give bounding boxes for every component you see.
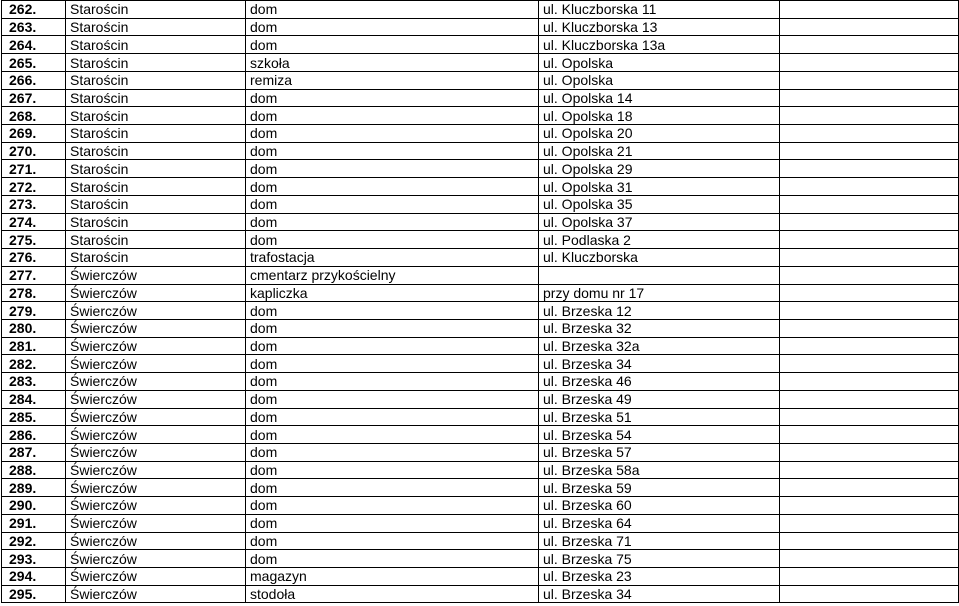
empty-cell xyxy=(780,443,959,461)
empty-cell xyxy=(780,231,959,249)
address-cell: ul. Kluczborska 13a xyxy=(539,36,780,54)
table-row xyxy=(2,18,959,36)
address-cell xyxy=(539,266,780,284)
table-row xyxy=(2,497,959,515)
locality-cell: Świerczów xyxy=(66,426,246,444)
locality-cell: Starościn xyxy=(66,18,246,36)
empty-cell xyxy=(780,337,959,355)
empty-cell xyxy=(780,319,959,337)
object-type-cell: dom xyxy=(246,18,539,36)
table-row xyxy=(2,249,959,267)
object-type-cell: dom xyxy=(246,142,539,160)
row-number: 269. xyxy=(2,125,66,143)
object-type-cell: stodoła xyxy=(246,585,539,603)
address-cell: ul. Brzeska 54 xyxy=(539,426,780,444)
table-row xyxy=(2,373,959,391)
address-cell: ul. Opolska 29 xyxy=(539,160,780,178)
locality-cell: Starościn xyxy=(66,54,246,72)
object-type-cell: dom xyxy=(246,107,539,125)
object-type-cell: magazyn xyxy=(246,568,539,586)
locality-cell: Świerczów xyxy=(66,302,246,320)
empty-cell xyxy=(780,390,959,408)
locality-cell: Świerczów xyxy=(66,497,246,515)
empty-cell xyxy=(780,125,959,143)
empty-cell xyxy=(780,373,959,391)
object-type-cell: dom xyxy=(246,1,539,19)
table-row xyxy=(2,195,959,213)
row-number: 276. xyxy=(2,249,66,267)
locality-cell: Świerczów xyxy=(66,514,246,532)
object-type-cell: cmentarz przykościelny xyxy=(246,266,539,284)
empty-cell xyxy=(780,71,959,89)
table-row xyxy=(2,319,959,337)
table-row xyxy=(2,532,959,550)
empty-cell xyxy=(780,266,959,284)
address-cell: ul. Brzeska 34 xyxy=(539,355,780,373)
address-cell: ul. Opolska 37 xyxy=(539,213,780,231)
locality-cell: Świerczów xyxy=(66,585,246,603)
row-number: 293. xyxy=(2,550,66,568)
address-cell: ul. Opolska 18 xyxy=(539,107,780,125)
table-row xyxy=(2,125,959,143)
row-number: 288. xyxy=(2,461,66,479)
locality-cell: Świerczów xyxy=(66,390,246,408)
empty-cell xyxy=(780,550,959,568)
locality-cell: Świerczów xyxy=(66,443,246,461)
row-number: 283. xyxy=(2,373,66,391)
address-cell: ul. Brzeska 46 xyxy=(539,373,780,391)
object-type-cell: dom xyxy=(246,443,539,461)
table-body xyxy=(2,1,959,603)
table-row xyxy=(2,178,959,196)
object-type-cell: dom xyxy=(246,514,539,532)
table-row xyxy=(2,107,959,125)
row-number: 270. xyxy=(2,142,66,160)
object-type-cell: dom xyxy=(246,408,539,426)
row-number: 282. xyxy=(2,355,66,373)
empty-cell xyxy=(780,36,959,54)
row-number: 268. xyxy=(2,107,66,125)
row-number: 262. xyxy=(2,1,66,19)
object-type-cell: trafostacja xyxy=(246,249,539,267)
object-type-cell: dom xyxy=(246,532,539,550)
locality-cell: Świerczów xyxy=(66,568,246,586)
address-cell: ul. Brzeska 32 xyxy=(539,319,780,337)
empty-cell xyxy=(780,89,959,107)
locality-cell: Starościn xyxy=(66,36,246,54)
object-type-cell: dom xyxy=(246,461,539,479)
empty-cell xyxy=(780,178,959,196)
locality-cell: Świerczów xyxy=(66,266,246,284)
table-row xyxy=(2,408,959,426)
locality-cell: Starościn xyxy=(66,89,246,107)
locality-cell: Starościn xyxy=(66,160,246,178)
locality-cell: Świerczów xyxy=(66,319,246,337)
table-row xyxy=(2,160,959,178)
row-number: 278. xyxy=(2,284,66,302)
table-row xyxy=(2,514,959,532)
table-row xyxy=(2,302,959,320)
empty-cell xyxy=(780,107,959,125)
object-type-cell: dom xyxy=(246,231,539,249)
table-row xyxy=(2,461,959,479)
object-type-cell: dom xyxy=(246,390,539,408)
empty-cell xyxy=(780,408,959,426)
address-cell: ul. Brzeska 75 xyxy=(539,550,780,568)
object-type-cell: kapliczka xyxy=(246,284,539,302)
row-number: 294. xyxy=(2,568,66,586)
row-number: 280. xyxy=(2,319,66,337)
empty-cell xyxy=(780,461,959,479)
locality-cell: Starościn xyxy=(66,107,246,125)
object-type-cell: dom xyxy=(246,355,539,373)
locality-cell: Starościn xyxy=(66,1,246,19)
address-cell: ul. Opolska 20 xyxy=(539,125,780,143)
row-number: 287. xyxy=(2,443,66,461)
address-cell: ul. Opolska 35 xyxy=(539,195,780,213)
table-row xyxy=(2,71,959,89)
address-cell: ul. Opolska xyxy=(539,54,780,72)
monuments-table xyxy=(1,0,959,603)
row-number: 275. xyxy=(2,231,66,249)
row-number: 272. xyxy=(2,178,66,196)
empty-cell xyxy=(780,355,959,373)
empty-cell xyxy=(780,160,959,178)
empty-cell xyxy=(780,284,959,302)
row-number: 271. xyxy=(2,160,66,178)
locality-cell: Świerczów xyxy=(66,550,246,568)
object-type-cell: dom xyxy=(246,373,539,391)
row-number: 264. xyxy=(2,36,66,54)
address-cell: ul. Kluczborska 11 xyxy=(539,1,780,19)
row-number: 285. xyxy=(2,408,66,426)
table-row xyxy=(2,89,959,107)
empty-cell xyxy=(780,497,959,515)
table-row xyxy=(2,355,959,373)
table-row xyxy=(2,390,959,408)
empty-cell xyxy=(780,18,959,36)
empty-cell xyxy=(780,568,959,586)
empty-cell xyxy=(780,426,959,444)
object-type-cell: dom xyxy=(246,550,539,568)
address-cell: ul. Brzeska 34 xyxy=(539,585,780,603)
row-number: 273. xyxy=(2,195,66,213)
row-number: 267. xyxy=(2,89,66,107)
address-cell: ul. Kluczborska xyxy=(539,249,780,267)
row-number: 266. xyxy=(2,71,66,89)
locality-cell: Świerczów xyxy=(66,532,246,550)
object-type-cell: dom xyxy=(246,426,539,444)
table-row xyxy=(2,284,959,302)
address-cell: ul. Brzeska 49 xyxy=(539,390,780,408)
address-cell: ul. Opolska 21 xyxy=(539,142,780,160)
locality-cell: Świerczów xyxy=(66,479,246,497)
table-row xyxy=(2,1,959,19)
object-type-cell: dom xyxy=(246,497,539,515)
empty-cell xyxy=(780,195,959,213)
table-row xyxy=(2,585,959,603)
table-row xyxy=(2,266,959,284)
locality-cell: Starościn xyxy=(66,71,246,89)
table-row xyxy=(2,337,959,355)
address-cell: ul. Brzeska 57 xyxy=(539,443,780,461)
empty-cell xyxy=(780,249,959,267)
table-row xyxy=(2,443,959,461)
row-number: 292. xyxy=(2,532,66,550)
table-row xyxy=(2,426,959,444)
empty-cell xyxy=(780,142,959,160)
row-number: 281. xyxy=(2,337,66,355)
address-cell: ul. Opolska 31 xyxy=(539,178,780,196)
row-number: 274. xyxy=(2,213,66,231)
object-type-cell: szkoła xyxy=(246,54,539,72)
table-row xyxy=(2,142,959,160)
locality-cell: Świerczów xyxy=(66,337,246,355)
empty-cell xyxy=(780,213,959,231)
locality-cell: Świerczów xyxy=(66,461,246,479)
object-type-cell: dom xyxy=(246,213,539,231)
locality-cell: Starościn xyxy=(66,249,246,267)
row-number: 265. xyxy=(2,54,66,72)
object-type-cell: dom xyxy=(246,178,539,196)
empty-cell xyxy=(780,479,959,497)
address-cell: ul. Brzeska 32a xyxy=(539,337,780,355)
object-type-cell: dom xyxy=(246,160,539,178)
table-row xyxy=(2,568,959,586)
table-row xyxy=(2,479,959,497)
address-cell: ul. Brzeska 51 xyxy=(539,408,780,426)
object-type-cell: dom xyxy=(246,89,539,107)
locality-cell: Starościn xyxy=(66,125,246,143)
address-cell: ul. Opolska xyxy=(539,71,780,89)
row-number: 279. xyxy=(2,302,66,320)
address-cell: ul. Brzeska 60 xyxy=(539,497,780,515)
row-number: 291. xyxy=(2,514,66,532)
row-number: 295. xyxy=(2,585,66,603)
locality-cell: Starościn xyxy=(66,178,246,196)
table-row xyxy=(2,36,959,54)
locality-cell: Starościn xyxy=(66,195,246,213)
empty-cell xyxy=(780,1,959,19)
row-number: 290. xyxy=(2,497,66,515)
table-row xyxy=(2,213,959,231)
address-cell: ul. Brzeska 23 xyxy=(539,568,780,586)
object-type-cell: dom xyxy=(246,479,539,497)
empty-cell xyxy=(780,585,959,603)
row-number: 284. xyxy=(2,390,66,408)
locality-cell: Starościn xyxy=(66,213,246,231)
object-type-cell: remiza xyxy=(246,71,539,89)
table-row xyxy=(2,54,959,72)
address-cell: przy domu nr 17 xyxy=(539,284,780,302)
table-row xyxy=(2,231,959,249)
empty-cell xyxy=(780,532,959,550)
address-cell: ul. Brzeska 59 xyxy=(539,479,780,497)
address-cell: ul. Brzeska 58a xyxy=(539,461,780,479)
object-type-cell: dom xyxy=(246,125,539,143)
object-type-cell: dom xyxy=(246,36,539,54)
object-type-cell: dom xyxy=(246,319,539,337)
locality-cell: Starościn xyxy=(66,142,246,160)
address-cell: ul. Podlaska 2 xyxy=(539,231,780,249)
empty-cell xyxy=(780,514,959,532)
row-number: 263. xyxy=(2,18,66,36)
empty-cell xyxy=(780,54,959,72)
locality-cell: Świerczów xyxy=(66,284,246,302)
row-number: 289. xyxy=(2,479,66,497)
address-cell: ul. Brzeska 64 xyxy=(539,514,780,532)
locality-cell: Świerczów xyxy=(66,373,246,391)
row-number: 286. xyxy=(2,426,66,444)
locality-cell: Świerczów xyxy=(66,355,246,373)
row-number: 277. xyxy=(2,266,66,284)
object-type-cell: dom xyxy=(246,337,539,355)
address-cell: ul. Opolska 14 xyxy=(539,89,780,107)
locality-cell: Świerczów xyxy=(66,408,246,426)
table-row xyxy=(2,550,959,568)
locality-cell: Starościn xyxy=(66,231,246,249)
address-cell: ul. Kluczborska 13 xyxy=(539,18,780,36)
object-type-cell: dom xyxy=(246,195,539,213)
empty-cell xyxy=(780,302,959,320)
address-cell: ul. Brzeska 71 xyxy=(539,532,780,550)
object-type-cell: dom xyxy=(246,302,539,320)
address-cell: ul. Brzeska 12 xyxy=(539,302,780,320)
